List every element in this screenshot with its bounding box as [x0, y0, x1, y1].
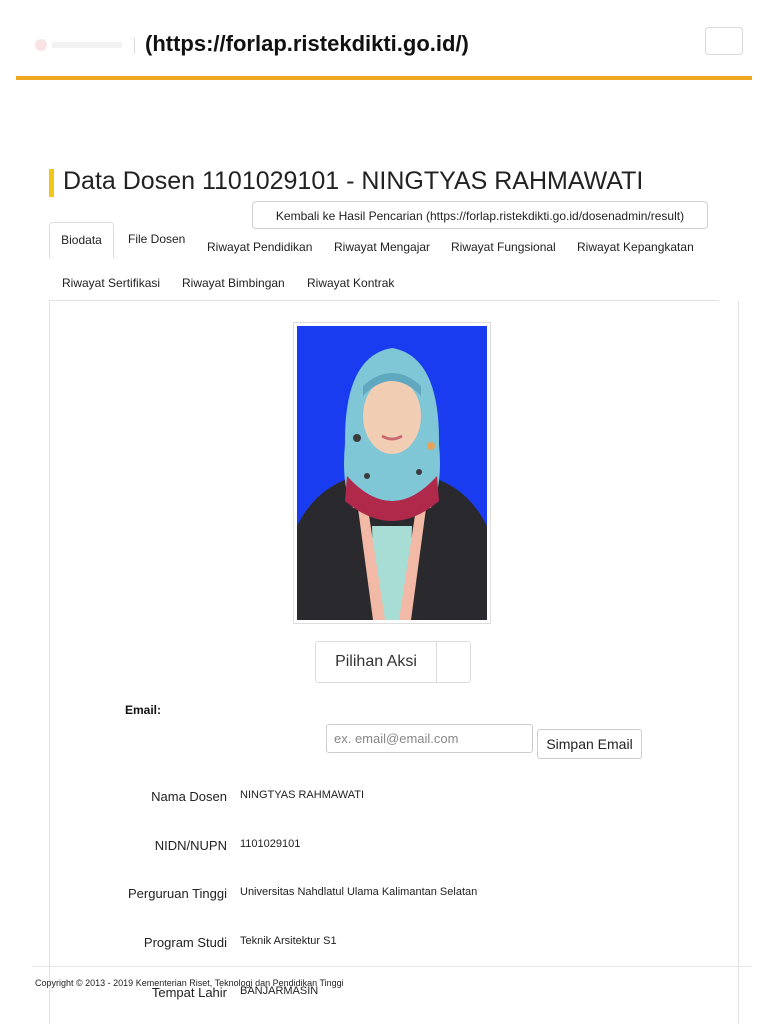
site-header: [0, 0, 768, 80]
back-to-results-button[interactable]: Kembali ke Hasil Pencarian (https://forlap.ristekdikti.go.id/dosenadmin/result): [252, 201, 708, 229]
footer-divider: [32, 966, 752, 967]
field-label-tempat-lahir: Tempat Lahir: [151, 985, 227, 1000]
profile-photo: [293, 322, 491, 624]
action-dropdown[interactable]: [315, 641, 471, 683]
tab-riwayat-mengajar[interactable]: Riwayat Mengajar: [334, 240, 431, 254]
title-accent-bar: [49, 169, 54, 197]
email-label: Email:: [125, 703, 162, 717]
tab-riwayat-fungsional[interactable]: Riwayat Fungsional: [451, 240, 556, 254]
save-email-button[interactable]: Simpan Email: [537, 729, 642, 759]
page-title: Data Dosen 1101029101 - NINGTYAS RAHMAWATI: [63, 167, 644, 195]
logo-separator: [134, 38, 135, 54]
field-label-nidn: NIDN/NUPN: [154, 838, 227, 853]
header-divider: [16, 76, 752, 80]
menu-toggle-button[interactable]: [705, 27, 743, 55]
tab-file-dosen[interactable]: File Dosen: [128, 232, 186, 246]
tab-riwayat-kepangkatan[interactable]: Riwayat Kepangkatan: [577, 240, 694, 254]
site-url-title[interactable]: (https://forlap.ristekdikti.go.id/): [145, 31, 469, 56]
portrait-image: [297, 326, 487, 620]
field-label-program-studi: Program Studi: [143, 935, 227, 950]
action-dropdown-button[interactable]: Pilihan Aksi: [315, 641, 437, 683]
field-label-nama-dosen: Nama Dosen: [151, 789, 227, 804]
tab-riwayat-sertifikasi[interactable]: Riwayat Sertifikasi: [62, 276, 161, 290]
tab-riwayat-pendidikan[interactable]: Riwayat Pendidikan: [207, 240, 313, 254]
field-label-perguruan-tinggi: Perguruan Tinggi: [127, 886, 227, 901]
footer-copyright: Copyright © 2013 - 2019 Kementerian Riset, Teknologi dan Pendidikan Tinggi: [35, 978, 344, 988]
field-value-program-studi: Teknik Arsitektur S1: [240, 935, 337, 947]
tab-riwayat-kontrak[interactable]: Riwayat Kontrak: [307, 276, 395, 290]
field-value-nidn: 1101029101: [240, 838, 301, 850]
field-value-tempat-lahir: BANJARMASIN: [240, 985, 319, 997]
site-logo-icon[interactable]: [32, 36, 132, 54]
field-value-nama-dosen: NINGTYAS RAHMAWATI: [240, 789, 365, 801]
tab-riwayat-bimbingan[interactable]: Riwayat Bimbingan: [182, 276, 285, 290]
action-dropdown-toggle[interactable]: [437, 641, 471, 683]
tab-biodata[interactable]: Biodata: [49, 222, 114, 258]
field-value-perguruan-tinggi: Universitas Nahdlatul Ulama Kalimantan Selatan: [240, 886, 478, 898]
email-input[interactable]: [326, 724, 533, 753]
